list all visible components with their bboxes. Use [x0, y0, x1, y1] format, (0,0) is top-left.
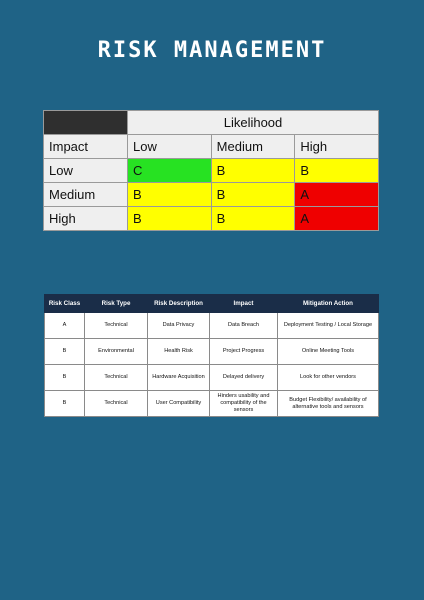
table-cell: Health Risk [148, 339, 210, 365]
matrix-cell: B [211, 159, 295, 183]
table-row [45, 365, 379, 391]
matrix-row-high [44, 207, 379, 231]
table-row [45, 339, 379, 365]
table-cell: B [45, 391, 85, 417]
matrix-cell: A [295, 183, 379, 207]
table-cell: Project Progress [210, 339, 278, 365]
matrix-row-medium [44, 183, 379, 207]
page-title: RISK MANAGEMENT [97, 38, 327, 63]
matrix-cell: B [128, 183, 212, 207]
column-label-low: Low [128, 135, 212, 159]
table-cell: Deployment Testing / Local Storage [278, 313, 379, 339]
matrix-cell: A [295, 207, 379, 231]
likelihood-label: Likelihood [128, 111, 379, 135]
row-label: Low [44, 159, 128, 183]
matrix-row-low [44, 159, 379, 183]
column-header: Risk Description [148, 295, 210, 313]
matrix-column-row [44, 135, 379, 159]
table-cell: Online Meeting Tools [278, 339, 379, 365]
table-cell: Data Breach [210, 313, 278, 339]
risk-register-table [44, 294, 379, 417]
column-header: Mitigation Action [278, 295, 379, 313]
table-cell: B [45, 365, 85, 391]
table-cell: Technical [85, 391, 148, 417]
matrix-cell: B [128, 207, 212, 231]
column-header: Risk Type [85, 295, 148, 313]
row-label: Medium [44, 183, 128, 207]
impact-label: Impact [44, 135, 128, 159]
table-cell: Hinders usability and compatibility of the sensors [210, 391, 278, 417]
matrix-cell: B [211, 183, 295, 207]
table-row [45, 391, 379, 417]
column-header: Impact [210, 295, 278, 313]
risk-matrix [43, 110, 379, 231]
table-cell: Technical [85, 365, 148, 391]
table-cell: A [45, 313, 85, 339]
table-header-row [45, 295, 379, 313]
column-label-high: High [295, 135, 379, 159]
table-cell: Hardware Acquisition [148, 365, 210, 391]
row-label: High [44, 207, 128, 231]
table-cell: Budget Flexibility/ availability of alternative tools and sensors [278, 391, 379, 417]
table-cell: Look for other vendors [278, 365, 379, 391]
table-cell: Technical [85, 313, 148, 339]
matrix-cell: B [295, 159, 379, 183]
table-cell: User Compatibility [148, 391, 210, 417]
table-cell: Delayed delivery [210, 365, 278, 391]
matrix-cell: B [211, 207, 295, 231]
matrix-header-row [44, 111, 379, 135]
column-header: Risk Class [45, 295, 85, 313]
table-cell: Environmental [85, 339, 148, 365]
column-label-medium: Medium [211, 135, 295, 159]
table-row [45, 313, 379, 339]
table-cell: B [45, 339, 85, 365]
matrix-corner [44, 111, 128, 135]
table-cell: Data Privacy [148, 313, 210, 339]
matrix-cell: C [128, 159, 212, 183]
